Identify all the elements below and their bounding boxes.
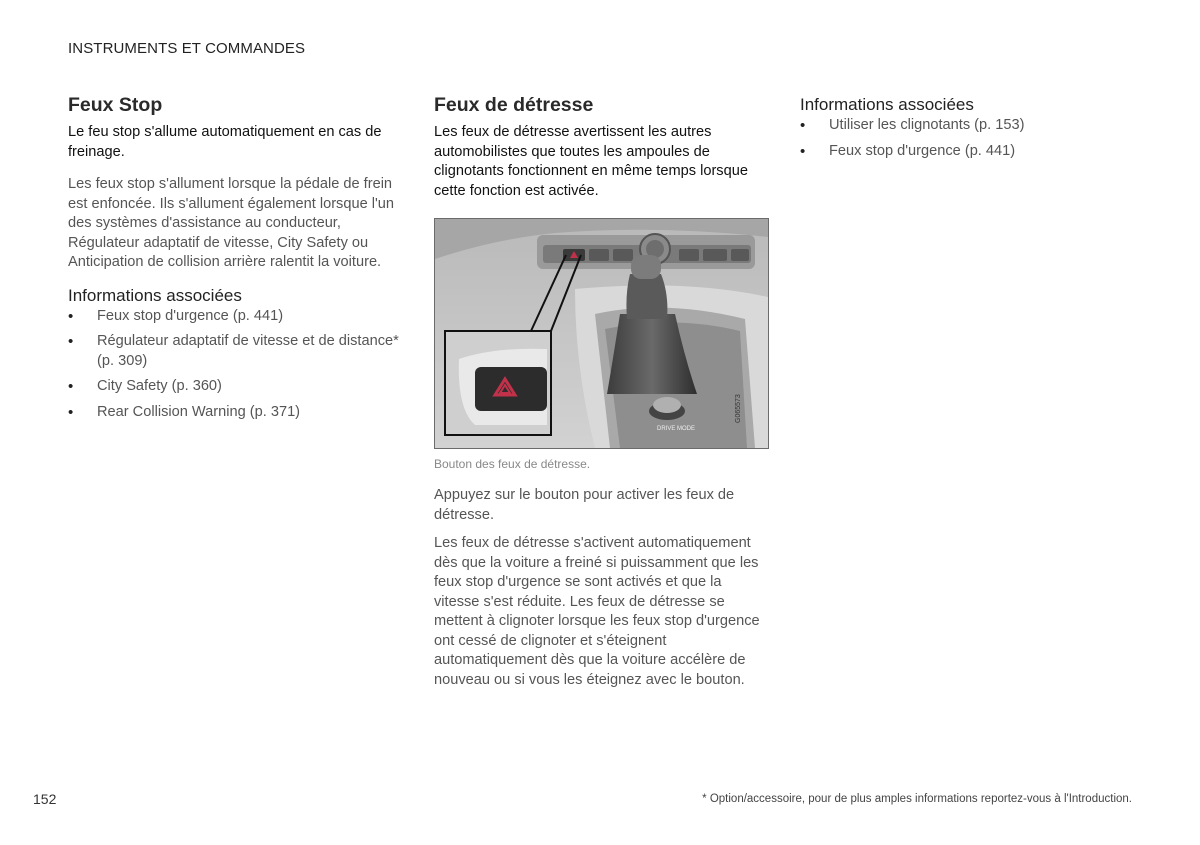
- page-header: INSTRUMENTS ET COMMANDES: [68, 40, 306, 57]
- section-title: Feux de détresse: [434, 94, 594, 116]
- section-body: Les feux stop s'allument lorsque la pédale de frein est enfoncée. Ils s'allument également lorsque l'un des systèmes d'assistance au conducteur, Régulateur adaptatif de vitesse, City Safety ou Anticipation de collision arrière ralentit la voiture.: [68, 176, 395, 270]
- related-link[interactable]: • Régulateur adaptatif de vitesse et de distance* (p. 309): [68, 332, 403, 371]
- drive-mode-label: DRIVE MODE: [657, 426, 696, 432]
- related-link[interactable]: • Utiliser les clignotants (p. 153): [800, 116, 1140, 136]
- related-link[interactable]: • Feux stop d'urgence (p. 441): [68, 307, 403, 327]
- section-title: Feux Stop: [68, 94, 163, 116]
- footnote: * Option/accessoire, pour de plus amples informations reportez-vous à l'Introduction.: [702, 793, 1132, 805]
- paragraph-auto: Les feux de détresse s'activent automatiquement dès que la voiture a freiné si puissamment que les feux stop d'urgence se sont activés et que la vitesse s'est réduite. Les feux de détresse se mettent à clignoter lorsque les feux stop d'urgence ont cessé de clignoter et s'éteignent automatiquement dès que la voiture accélère de nouveau ou si vous les éteignez avec le bouton.: [434, 535, 760, 688]
- related-list: [68, 307, 403, 423]
- related-link[interactable]: • Rear Collision Warning (p. 371): [68, 403, 403, 423]
- section-feux-stop: [68, 93, 403, 428]
- related-heading: Informations associées: [68, 285, 242, 305]
- figure-code: G065573: [735, 394, 742, 423]
- section-intro: Le feu stop s'allume automatiquement en cas de freinage.: [68, 124, 382, 160]
- related-heading: Informations associées: [800, 95, 974, 114]
- related-list: [800, 116, 1140, 161]
- console-illustration: [435, 219, 768, 448]
- paragraph-activate: Appuyez sur le bouton pour activer les feux de détresse.: [434, 487, 735, 523]
- figure-caption: Bouton des feux de détresse.: [434, 457, 591, 471]
- related-link[interactable]: • Feux stop d'urgence (p. 441): [800, 142, 1140, 162]
- page-number: 152: [33, 791, 57, 807]
- section-feux-de-detresse: [434, 93, 769, 690]
- section-related: [800, 93, 1140, 167]
- related-link[interactable]: • City Safety (p. 360): [68, 377, 403, 397]
- section-intro: Les feux de détresse avertissent les autres automobilistes que toutes les ampoules de clignotants fonctionnent en même temps lorsque cette fonction est activée.: [434, 124, 748, 199]
- hazard-button-figure: [434, 218, 769, 449]
